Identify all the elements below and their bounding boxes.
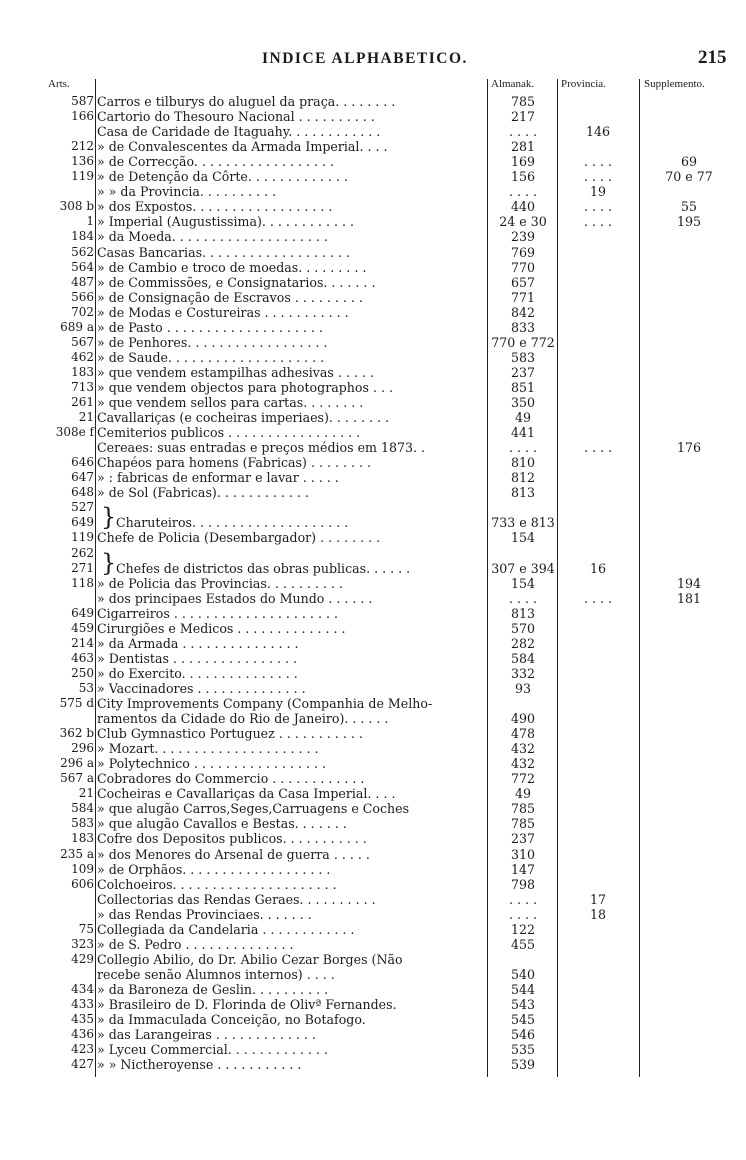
table-row (0, 350, 746, 365)
almanak-page: 813 (510, 485, 536, 501)
table-row (0, 425, 746, 440)
entry-text: » » Nictheroyense . . . . . . . . . . . (97, 1057, 302, 1073)
entry-text: » : fabricas de enformar e lavar . . . . . (97, 470, 339, 486)
almanak-page: 310 (510, 846, 536, 862)
supplemento-page: 181 (676, 590, 702, 606)
almanak-page: 813 (510, 605, 536, 621)
article-number: 567 a (60, 771, 94, 786)
almanak-page: 237 (510, 364, 536, 380)
article-number: 436 (71, 1027, 94, 1042)
almanak-page: 239 (510, 229, 536, 245)
entry-text: » de Orphãos. . . . . . . . . . . . . . . . . . . (97, 861, 331, 877)
almanak-page: 543 (510, 997, 536, 1012)
table-row (0, 1027, 746, 1042)
almanak-page: 332 (510, 665, 536, 681)
article-number: 119 (71, 169, 94, 184)
entry-text: Collectorias das Rendas Geraes. . . . . . . . . . (97, 891, 376, 907)
almanak-page: 24 e 30 (499, 214, 547, 230)
almanak-page: 490 (510, 711, 536, 727)
entry-text: » que vendem objectos para photographos . . . (97, 379, 393, 395)
article-number: 435 (71, 1012, 94, 1027)
table-row (0, 335, 746, 350)
arts-column-header: Arts. (48, 78, 70, 90)
article-number: 702 (71, 304, 94, 319)
article-number: 271 (71, 560, 94, 575)
provincia-page: . . . . (583, 169, 613, 185)
article-number: 649 (71, 515, 94, 530)
article-number: 427 (71, 1057, 94, 1072)
article-number: 75 (78, 921, 94, 936)
almanak-page: . . . . (508, 124, 538, 140)
article-number: 646 (71, 455, 94, 470)
entry-text: » de Modas e Costureiras . . . . . . . . . . . (97, 304, 349, 320)
almanak-page: . . . . (508, 906, 538, 922)
article-number: 53 (78, 680, 94, 695)
table-row (0, 124, 746, 139)
article-number: 250 (71, 665, 94, 680)
article-number: 562 (71, 244, 94, 259)
provincia-page: . . . . (583, 590, 613, 606)
almanak-page: 812 (510, 470, 536, 486)
brace-mark: } (101, 503, 117, 531)
entry-text: » da Armada . . . . . . . . . . . . . . . (97, 635, 299, 651)
almanak-page: 147 (510, 861, 536, 877)
entry-text: Cartorio do Thesouro Nacional . . . . . . . . . . (97, 109, 375, 125)
almanak-page: 657 (510, 274, 536, 290)
table-row (0, 831, 746, 846)
entry-text: Colchoeiros. . . . . . . . . . . . . . . . . . . . . (97, 876, 337, 892)
table-row (0, 636, 746, 651)
page-title: INDICE ALPHABETICO. (262, 50, 468, 67)
provincia-page: 19 (589, 184, 607, 200)
article-number: 583 (71, 816, 94, 831)
table-row (0, 290, 746, 305)
article-number: 184 (71, 229, 94, 244)
table-row (0, 621, 746, 636)
almanak-page: . . . . (508, 440, 538, 456)
table-row (0, 771, 746, 786)
article-number: 296 a (60, 756, 94, 771)
article-number: 587 (71, 94, 94, 108)
table-row (0, 711, 746, 726)
table-row (0, 380, 746, 395)
entry-text: » Dentistas . . . . . . . . . . . . . . . . (97, 650, 298, 666)
table-row (0, 651, 746, 666)
almanak-page: 842 (510, 304, 536, 320)
almanak-page: 169 (510, 154, 536, 170)
table-row (0, 741, 746, 756)
table-row (0, 681, 746, 696)
article-number: 584 (71, 801, 94, 816)
almanak-page: 833 (510, 319, 536, 335)
entry-text: » da Immaculada Conceição, no Botafogo. (97, 1012, 366, 1028)
table-row (0, 485, 746, 500)
article-number: 109 (71, 861, 94, 876)
almanak-page: 785 (510, 94, 536, 109)
almanak-page: 546 (510, 1027, 536, 1043)
almanak-page: 540 (510, 966, 536, 982)
article-number: 564 (71, 259, 94, 274)
table-row (0, 922, 746, 937)
entry-text: » dos Expostos. . . . . . . . . . . . . . . . . . (97, 199, 333, 215)
almanak-page: 350 (510, 395, 536, 410)
article-number: 649 (71, 605, 94, 620)
table-row (0, 1042, 746, 1057)
almanak-page: 769 (510, 244, 536, 260)
entry-text: » de Commissões, e Consignatarios. . . . . . . (97, 274, 376, 290)
entry-text: Chapéos para homens (Fabricas) . . . . . . . . (97, 455, 371, 471)
supplemento-page: 176 (676, 440, 702, 456)
table-row (0, 591, 746, 606)
table-row (0, 952, 746, 967)
article-number: 566 (71, 289, 94, 304)
article-number: 183 (71, 831, 94, 846)
article-number: 575 d (59, 696, 94, 710)
entry-text: Charuteiros. . . . . . . . . . . . . . . . . . . . (116, 515, 349, 531)
almanak-page: 539 (510, 1057, 536, 1073)
table-row (0, 877, 746, 892)
table-row (0, 184, 746, 199)
entry-text: » de Detenção da Côrte. . . . . . . . . . . . . (97, 169, 348, 185)
entry-text: » das Rendas Provinciaes. . . . . . . (97, 906, 312, 922)
entry-text: » Polytechnico . . . . . . . . . . . . . . . . . (97, 756, 326, 772)
entry-text: Cereaes: suas entradas e preços médios em 1873. . (97, 440, 426, 456)
table-row (0, 801, 746, 816)
article-number: 713 (71, 379, 94, 394)
article-number: 308e f (55, 425, 94, 440)
entry-text: » que alugão Cavallos e Bestas. . . . . . . (97, 816, 347, 832)
article-number: 183 (71, 364, 94, 379)
article-number: 262 (71, 545, 94, 560)
table-row (0, 470, 746, 485)
almanak-page: 237 (510, 831, 536, 847)
entry-text: Chefes de districtos das obras publicas. . . . . . (116, 560, 411, 576)
entry-text: » dos principaes Estados do Mundo . . . . . . (97, 590, 373, 606)
article-number: 648 (71, 485, 94, 500)
almanak-page: 570 (510, 620, 536, 636)
almanak-page: 441 (510, 425, 536, 441)
provincia-column-header: Provincia. (561, 78, 606, 90)
almanak-page: 432 (510, 741, 536, 757)
entry-text: » da Moeda. . . . . . . . . . . . . . . . . . . . (97, 229, 328, 245)
almanak-page: 535 (510, 1042, 536, 1058)
table-row (0, 997, 746, 1012)
article-number: 423 (71, 1042, 94, 1057)
provincia-page: . . . . (583, 199, 613, 215)
entry-text: Cobradores do Commercio . . . . . . . . . . . . (97, 771, 365, 787)
almanak-page: 307 e 394 (491, 560, 555, 576)
article-number: 118 (71, 575, 94, 590)
article-number: 429 (71, 951, 94, 966)
entry-text: Cofre dos Depositos publicos. . . . . . . . . . . (97, 831, 367, 847)
article-number: 459 (71, 620, 94, 635)
entry-text: Carros e tilburys do aluguel da praça. . . . . . . . (97, 94, 396, 109)
almanak-page: 544 (510, 981, 536, 997)
article-number: 1 (86, 214, 94, 229)
table-row (0, 94, 746, 109)
almanak-page: 156 (510, 169, 536, 185)
almanak-page: 733 e 813 (491, 515, 555, 531)
table-row (0, 305, 746, 320)
table-row (0, 937, 746, 952)
article-number: 433 (71, 997, 94, 1011)
table-row (0, 455, 746, 470)
almanak-page: 281 (510, 139, 536, 155)
entry-text: » que alugão Carros,Seges,Carruagens e Coches (97, 801, 410, 817)
almanak-page: 49 (514, 410, 532, 426)
supplemento-page: 69 (680, 154, 698, 170)
table-row (0, 907, 746, 922)
entry-text: » da Baroneza de Geslin. . . . . . . . . . (97, 981, 329, 997)
almanak-page: 772 (510, 771, 536, 787)
table-row (0, 410, 746, 425)
almanak-page: 154 (510, 530, 536, 546)
table-row (0, 1057, 746, 1072)
almanak-page: . . . . (508, 590, 538, 606)
provincia-page: . . . . (583, 214, 613, 230)
article-number: 296 (71, 741, 94, 756)
almanak-page: 545 (510, 1012, 536, 1028)
table-row (0, 1012, 746, 1027)
entry-text: » » da Provincia. . . . . . . . . . (97, 184, 276, 200)
entry-text: » Vaccinadores . . . . . . . . . . . . . . (97, 680, 306, 696)
entry-text: » que vendem estampilhas adhesivas . . . . . (97, 364, 374, 380)
entry-text: » de Penhores. . . . . . . . . . . . . . . . . . (97, 334, 328, 350)
provincia-page: 16 (589, 560, 607, 576)
entry-text: ramentos da Cidade do Rio de Janeiro). . . . . . (97, 711, 389, 727)
entry-text: » de Saude. . . . . . . . . . . . . . . . . . . . (97, 349, 325, 365)
table-row (0, 530, 746, 545)
entry-text: » do Exercito. . . . . . . . . . . . . . . (97, 665, 298, 681)
table-row (0, 816, 746, 831)
table-row (0, 786, 746, 801)
article-number: 235 a (60, 846, 94, 861)
brace-mark: } (101, 549, 117, 577)
article-number: 362 b (59, 726, 94, 741)
article-number: 606 (71, 876, 94, 891)
entry-text: » Mozart. . . . . . . . . . . . . . . . . . . . . (97, 741, 319, 757)
table-row (0, 260, 746, 275)
table-row (0, 245, 746, 260)
almanak-page: 122 (510, 921, 536, 937)
entry-text: recebe senão Alumnos internos) . . . . (97, 966, 335, 982)
article-number: 487 (71, 274, 94, 289)
entry-text: » de Consignação de Escravos . . . . . . . . . (97, 289, 363, 305)
entry-text: City Improvements Company (Companhia de Melho- (97, 696, 433, 711)
provincia-page: . . . . (583, 440, 613, 456)
table-row (0, 440, 746, 455)
table-row (0, 365, 746, 380)
entry-text: » que vendem sellos para cartas. . . . . . . . (97, 395, 364, 410)
entry-text: » de Policia das Provincias. . . . . . . . . . (97, 575, 343, 591)
entry-text: » de Pasto . . . . . . . . . . . . . . . . . . . . (97, 319, 323, 335)
entry-text: » das Larangeiras . . . . . . . . . . . . . (97, 1027, 316, 1043)
entry-text: » de Sol (Fabricas). . . . . . . . . . . . (97, 485, 309, 501)
article-number: 21 (78, 786, 94, 801)
article-number: 434 (71, 981, 94, 996)
entry-text: » de Correcção. . . . . . . . . . . . . . . . . . (97, 154, 335, 170)
table-row (0, 139, 746, 154)
entry-text: Cavallariças (e cocheiras imperiaes). . . . . . . . (97, 410, 389, 426)
almanak-page: 282 (510, 635, 536, 651)
table-row (0, 320, 746, 335)
table-row (0, 169, 746, 184)
entry-text: Cocheiras e Cavallariças da Casa Imperial. . . . (97, 786, 396, 802)
almanak-page: 478 (510, 726, 536, 742)
entry-text: Cirurgiões e Medicos . . . . . . . . . . . . . . (97, 620, 346, 636)
almanak-page: 810 (510, 455, 536, 471)
almanak-page: . . . . (508, 184, 538, 200)
supplemento-column-header: Supplemento. (644, 78, 705, 90)
article-number: 212 (71, 139, 94, 154)
article-number: 136 (71, 154, 94, 169)
almanak-page: 851 (510, 379, 536, 395)
entry-text: » de Cambio e troco de moedas. . . . . . . . . (97, 259, 367, 275)
almanak-page: 93 (514, 680, 532, 696)
table-row (0, 229, 746, 244)
entry-text: » de Convalescentes da Armada Imperial. . . . (97, 139, 388, 155)
entry-text: Collegiada da Candelaria . . . . . . . . . . . . (97, 921, 355, 937)
table-row (0, 862, 746, 877)
entry-text: Club Gymnastico Portuguez . . . . . . . . . . . (97, 726, 363, 742)
provincia-page: 146 (585, 124, 611, 140)
article-number: 214 (71, 635, 94, 650)
table-row (0, 109, 746, 124)
table-row (0, 214, 746, 229)
article-number: 463 (71, 650, 94, 665)
article-number: 323 (71, 936, 94, 951)
table-row (0, 576, 746, 591)
entry-text: » Brasileiro de D. Florinda de Olivª Fernandes. (97, 997, 397, 1012)
provincia-page: 18 (589, 906, 607, 922)
entry-text: » de S. Pedro . . . . . . . . . . . . . . (97, 936, 294, 952)
provincia-page: 17 (589, 891, 607, 907)
table-row (0, 275, 746, 290)
almanak-page: 440 (510, 199, 536, 215)
table-row (0, 154, 746, 169)
article-number: 647 (71, 470, 94, 485)
page-number: 215 (698, 47, 727, 68)
supplemento-page: 194 (676, 575, 702, 591)
article-number: 119 (71, 530, 94, 545)
article-number: 567 (71, 334, 94, 349)
supplemento-page: 70 e 77 (665, 169, 713, 185)
table-row (0, 199, 746, 214)
almanak-column-header: Almanak. (491, 78, 535, 90)
almanak-page: . . . . (508, 891, 538, 907)
article-number: 308 b (59, 199, 94, 214)
article-number: 689 a (60, 319, 94, 334)
almanak-page: 771 (510, 289, 536, 305)
provincia-page: . . . . (583, 154, 613, 170)
entry-text: » dos Menores do Arsenal de guerra . . . . . (97, 846, 370, 862)
table-row (0, 666, 746, 681)
article-number: 462 (71, 349, 94, 364)
entry-text: Casa de Caridade de Itaguahy. . . . . . . . . . . . (97, 124, 381, 140)
almanak-page: 770 (510, 259, 536, 275)
almanak-page: 455 (510, 936, 536, 952)
entry-text: Collegio Abilio, do Dr. Abilio Cezar Borges (Não (97, 951, 403, 967)
supplemento-page: 55 (680, 199, 698, 215)
almanak-page: 583 (510, 349, 536, 365)
table-row (0, 696, 746, 711)
almanak-page: 432 (510, 756, 536, 772)
almanak-page: 49 (514, 786, 532, 802)
table-row (0, 847, 746, 862)
supplemento-page: 195 (676, 214, 702, 230)
almanak-page: 217 (510, 109, 536, 125)
table-row (0, 606, 746, 621)
almanak-page: 154 (510, 575, 536, 591)
table-row (0, 892, 746, 907)
table-row (0, 395, 746, 410)
article-number: 527 (71, 500, 94, 515)
table-row (0, 982, 746, 997)
article-number: 166 (71, 109, 94, 124)
table-row (0, 967, 746, 982)
article-number: 261 (71, 395, 94, 409)
table-row (0, 756, 746, 771)
entry-text: Chefe de Policia (Desembargador) . . . . . . . . (97, 530, 381, 546)
almanak-page: 584 (510, 650, 536, 666)
article-number: 21 (78, 410, 94, 425)
entry-text: Cigarreiros . . . . . . . . . . . . . . . . . . . . . (97, 605, 338, 621)
entry-text: » Lyceu Commercial. . . . . . . . . . . . . (97, 1042, 328, 1058)
almanak-page: 798 (510, 876, 536, 892)
almanak-page: 770 e 772 (491, 334, 555, 350)
almanak-page: 785 (510, 816, 536, 832)
entry-text: Cemiterios publicos . . . . . . . . . . . . . . . . . (97, 425, 361, 441)
table-row (0, 726, 746, 741)
entry-text: Casas Bancarias. . . . . . . . . . . . . . . . . . . (97, 244, 351, 260)
entry-text: » Imperial (Augustissima). . . . . . . . . . . . (97, 214, 354, 230)
almanak-page: 785 (510, 801, 536, 817)
